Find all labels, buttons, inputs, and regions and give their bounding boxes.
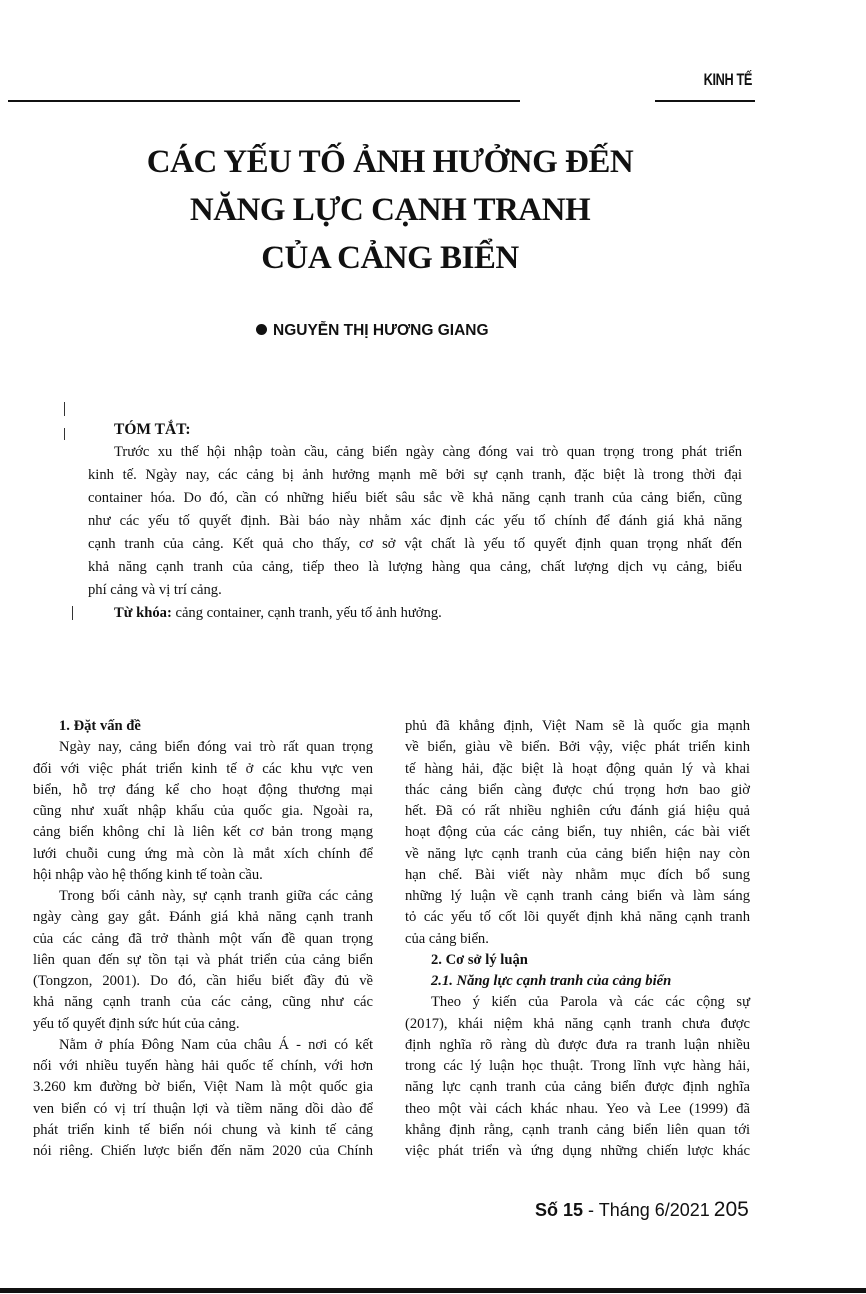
title-line: CÁC YẾU TỐ ẢNH HƯỞNG ĐẾN (146, 144, 634, 180)
author (256, 322, 489, 340)
scan-mark (64, 428, 65, 440)
text-line: ven biển có vị trí thuận lợi và tiềm năng dồi dào để (33, 1100, 373, 1117)
title-line: NĂNG LỰC CẠNH TRANH (189, 192, 591, 228)
text-line: tế hàng hải, đặc biệt là hoạt động quản lý và khai (405, 760, 750, 777)
title-line: CỦA CẢNG BIỂN (261, 240, 519, 276)
text-line: tỏ các yếu tố cốt lõi quyết định khả năng cạnh tranh (405, 909, 750, 926)
text-line: việc phát triển và ứng dụng những chiến lược khác (405, 1143, 750, 1159)
text-line: liên quan đến sự tồn tại và phát triển của cảng biển (33, 951, 373, 968)
text-line: yếu tố quyết định sức hút của cảng. (33, 1015, 240, 1032)
text-line: định nghĩa rõ ràng dù được đưa ra tranh luận nhiều (405, 1036, 750, 1053)
subsection-heading: 2.1. Năng lực cạnh tranh của cảng biển (431, 973, 672, 989)
issue-number: Số 15 (535, 1200, 584, 1220)
left-column-body (33, 737, 373, 1162)
text-line: lưới chuỗi cung ứng mà còn là mắt xích chính để (33, 845, 373, 862)
bullet-icon (256, 324, 267, 335)
text-line: container hóa. Do đó, cần có những hiểu biết sâu sắc về khả năng cạnh tranh của cảng biển, cũng (88, 490, 742, 506)
keywords-text: cảng container, cạnh tranh, yếu tố ảnh hưởng. (171, 605, 442, 621)
page-number: 205 (713, 1198, 749, 1221)
section-heading: 2. Cơ sở lý luận (431, 951, 528, 968)
text-line: nối với nhiều tuyến hàng hải quốc tế chính, với hơn (33, 1058, 373, 1074)
text-line: về năng lực cạnh tranh của cảng biển hiện nay còn (405, 845, 750, 862)
text-line: cũng như xuất nhập khẩu của quốc gia. Ngoài ra, (33, 803, 373, 819)
paragraph (33, 1035, 373, 1163)
text-line: (2017), khái niệm khả năng cạnh tranh chưa được (405, 1015, 750, 1032)
text-line: những lý luận về cạnh tranh cảng biển và làm sáng (405, 888, 750, 904)
text-line: 3.260 km đường bờ biển, Việt Nam là một quốc gia (33, 1079, 373, 1096)
text-line: Trước xu thế hội nhập toàn cầu, cảng biển ngày càng đóng vai trò quan trọng trong phát triển (114, 444, 742, 460)
text-line: Theo ý kiến của Parola và các các cộng sự (431, 994, 750, 1011)
right-paragraph (405, 992, 750, 1162)
text-line: cảng biển không chỉ là liên kết cơ bản trong mạng (33, 824, 373, 841)
left-column (33, 716, 373, 1162)
text-line: Trong bối cảnh này, sự cạnh tranh giữa các cảng (59, 888, 373, 904)
keywords (88, 602, 742, 625)
text-line: cạnh tranh của cảng. Kết quả cho thấy, cơ sở vật chất là yếu tố quyết định quan trọng nhất đến (88, 536, 742, 552)
text-line: Nằm ở phía Đông Nam của châu Á - nơi có kết (59, 1036, 373, 1053)
scan-mark (64, 402, 65, 416)
text-line: của cảng biển. (405, 930, 489, 947)
abstract-heading: TÓM TẮT: (114, 421, 191, 438)
abstract (88, 418, 742, 625)
text-line: khả năng cạnh tranh của cảng, tiếp theo là lượng hàng qua cảng, chất lượng dịch vụ cảng, biểu (88, 559, 742, 575)
text-line: hết. Đã có rất nhiều nghiên cứu đánh giá hiệu quả (405, 803, 750, 819)
text-line: trong các lý luận học thuật. Trong lĩnh vực hàng hải, (405, 1058, 750, 1074)
text-line: năng lực cạnh tranh của cảng biển được định nghĩa (405, 1079, 750, 1096)
text-line: của các cảng đã trở thành một vấn đề quan trọng (33, 930, 373, 947)
text-line: hội nhập vào hệ thống kinh tế toàn cầu. (33, 866, 263, 883)
text-line: hạn chế. Bài viết này nhằm mục đích bổ sung (405, 866, 750, 883)
issue-month: Tháng 6/2021 (598, 1200, 710, 1220)
text-line: khả năng cạnh tranh của các cảng, cũng như các (33, 994, 373, 1011)
text-line: phí cảng và vị trí cảng. (88, 582, 222, 598)
text-line: (Tongzon, 2001). Do đó, cần hiểu biết đầy đủ về (33, 973, 373, 989)
text-line: nói riêng. Chiến lược biển đến năm 2020 của Chính (33, 1143, 373, 1159)
text-line: về biển, giàu về biển. Bởi vậy, việc phát triển kinh (405, 739, 750, 756)
text-line: hoạt động của các cảng biển, tuy nhiên, các bài viết (405, 824, 750, 841)
section-label: KINH TẾ (703, 70, 752, 89)
text-line: khẳng định rằng, cạnh tranh cảng biển liên quan tới (405, 1121, 750, 1138)
abstract-body (88, 441, 742, 602)
section-heading: 1. Đặt vấn đề (59, 718, 141, 734)
text-line: ngày càng gay gắt. Đánh giá khả năng cạnh tranh (33, 909, 373, 926)
header-rule-right (655, 100, 755, 102)
paragraph (33, 737, 373, 886)
header-rule-left (8, 100, 520, 102)
text-line: phát triển kinh tế biển nói chung và kinh tế cảng (33, 1121, 373, 1138)
footer-separator: - (583, 1200, 599, 1220)
text-line: Ngày nay, cảng biển đóng vai trò rất quan trọng (59, 739, 373, 756)
article-title (60, 138, 720, 282)
text-line: phủ đã khẳng định, Việt Nam sẽ là quốc gia mạnh (405, 718, 750, 734)
right-column (405, 716, 750, 1162)
footer (535, 1198, 749, 1222)
footer-rule (0, 1288, 866, 1293)
text-line: đối với việc phát triển kinh tế ở các khu vực ven (33, 760, 373, 777)
author-name: NGUYỄN THỊ HƯƠNG GIANG (273, 322, 489, 339)
text-line: như các yếu tố quyết định. Bài báo này nhằm xác định các yếu tố chính để đánh giá khả năng (88, 513, 742, 529)
text-line: theo một vài cách khác nhau. Yeo và Lee (1999) đã (405, 1100, 750, 1117)
paragraph (33, 886, 373, 1035)
keywords-label: Từ khóa: (114, 605, 172, 621)
right-paragraph (405, 716, 750, 950)
scan-mark (72, 606, 73, 620)
text-line: kinh tế. Ngày nay, các cảng bị ảnh hưởng mạnh mẽ bởi sự cạnh tranh, đặc biệt là trong thời đại (88, 467, 742, 483)
text-line: biển, hỗ trợ đáng kể cho hoạt động thương mại (33, 781, 373, 798)
text-line: thác cảng biển càng được chú trọng hơn bao giờ (405, 781, 750, 798)
